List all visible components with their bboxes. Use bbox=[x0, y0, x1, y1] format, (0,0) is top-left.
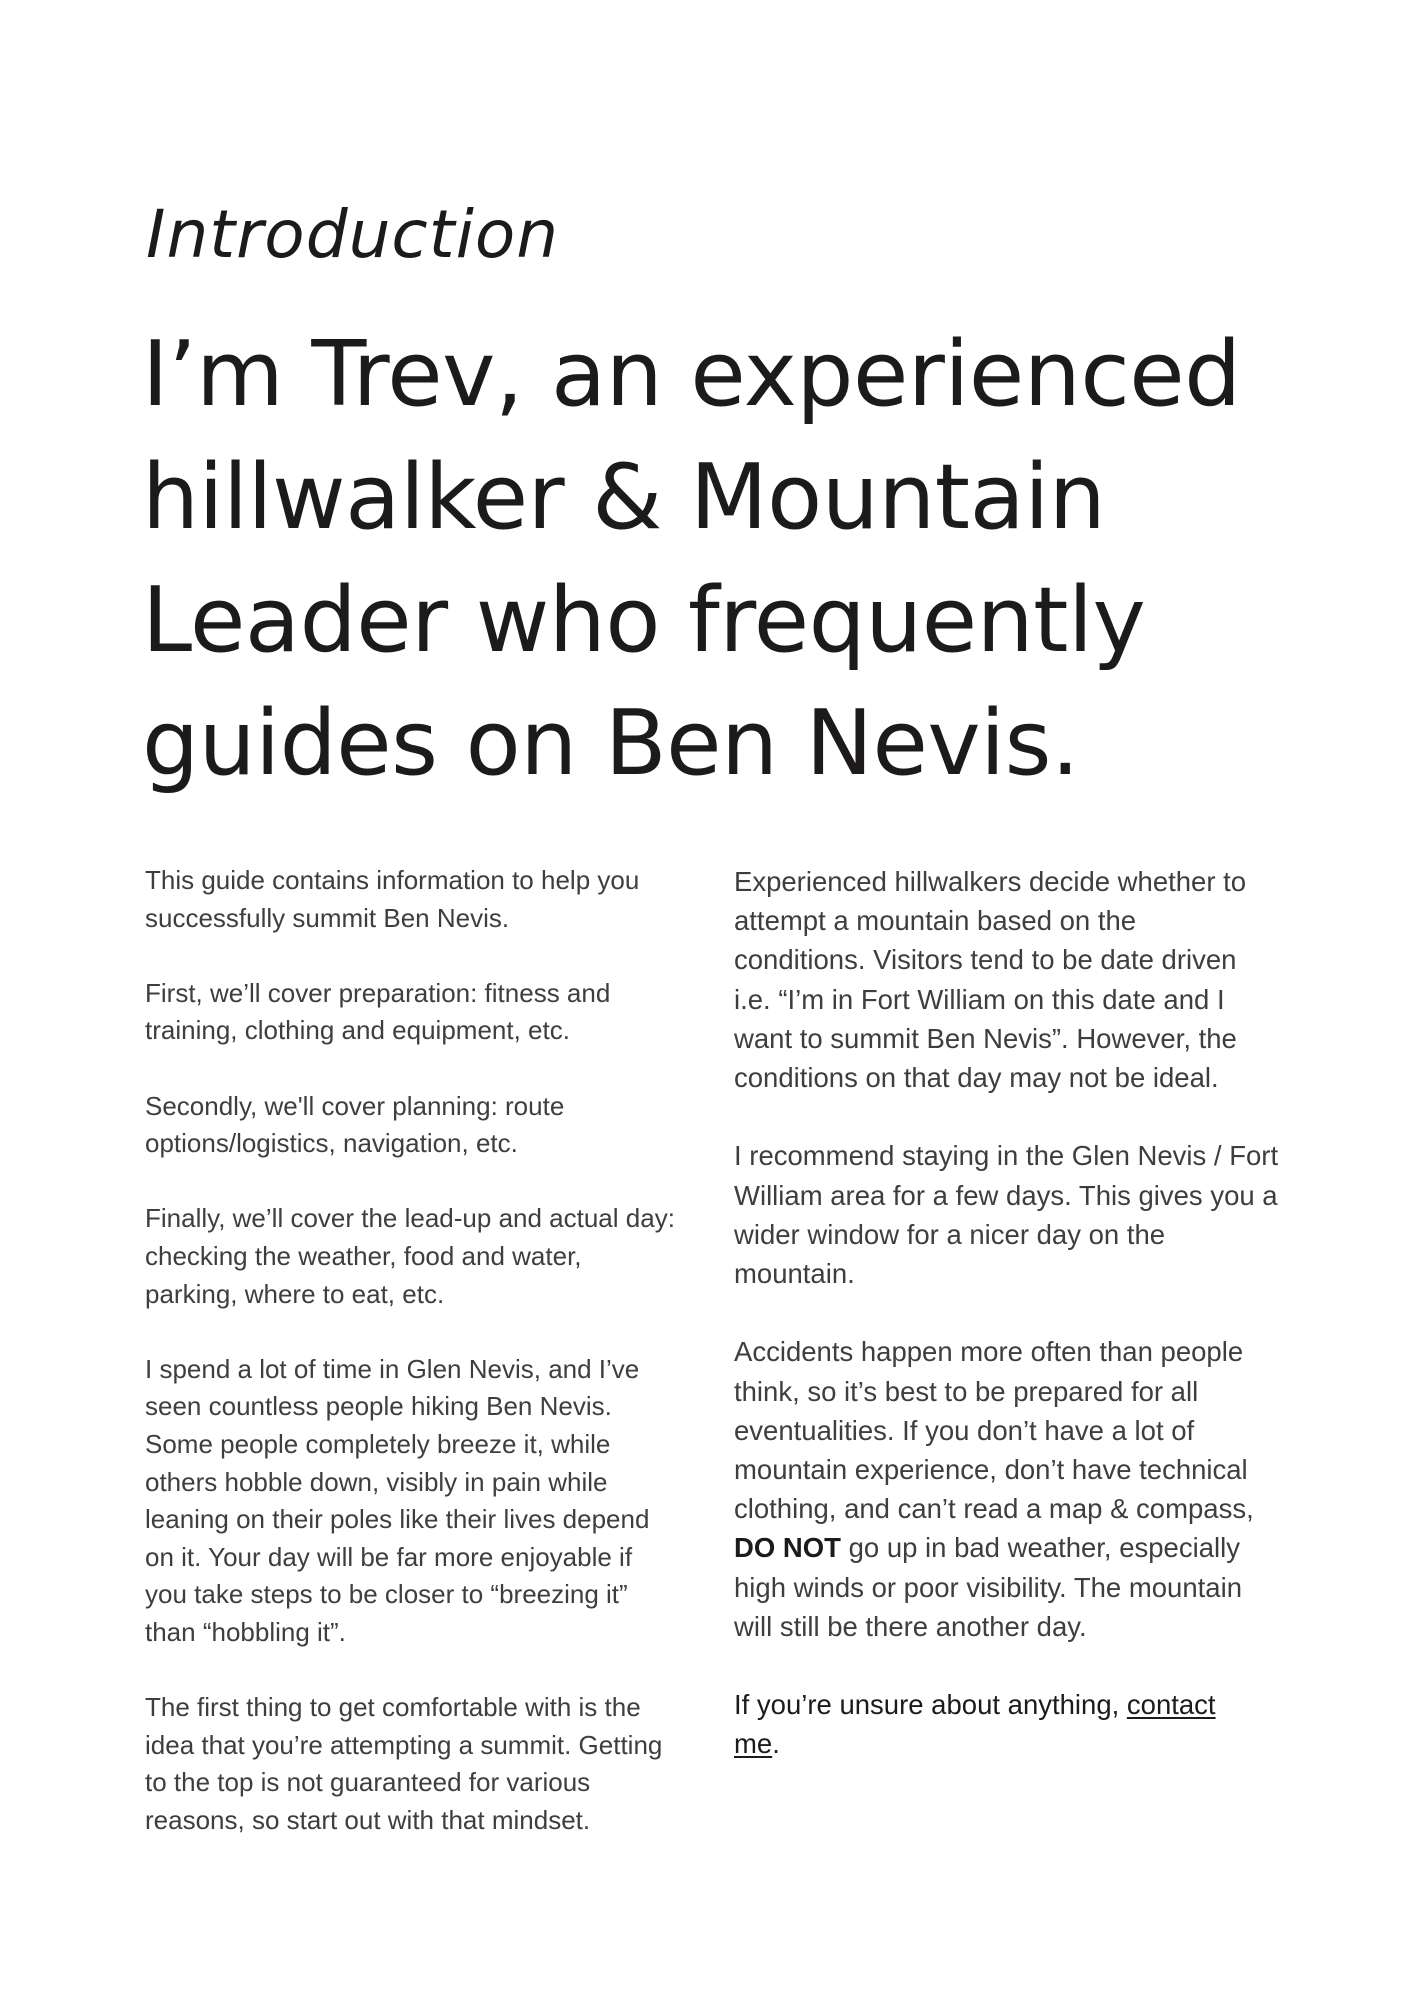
safety-paragraph bbox=[734, 1332, 1294, 1646]
text-line: conditions. Visitors tend to be date driven bbox=[734, 944, 1237, 976]
text-line: want to summit Ben Nevis”. However, the bbox=[734, 1022, 1237, 1054]
headline-line: Leader who frequently bbox=[142, 568, 1146, 673]
text-line: clothing, and can’t read a map & compass, bbox=[734, 1493, 1254, 1525]
text-line: than “hobbling it”. bbox=[145, 1616, 346, 1647]
right-column bbox=[734, 862, 1294, 1803]
left-column bbox=[145, 862, 705, 1877]
text-line: successfully summit Ben Nevis. bbox=[145, 902, 510, 933]
contact-link[interactable]: contact bbox=[1126, 1689, 1216, 1721]
planning-paragraph bbox=[145, 1088, 705, 1163]
lead-up-paragraph bbox=[145, 1200, 705, 1313]
text-line: Some people completely breeze it, while bbox=[145, 1428, 611, 1459]
text-line: others hobble down, visibly in pain while bbox=[145, 1466, 608, 1497]
text-line: Experienced hillwalkers decide whether to bbox=[734, 866, 1247, 897]
text-line: seen countless people hiking Ben Nevis. bbox=[145, 1391, 612, 1422]
page-headline bbox=[142, 313, 1292, 805]
text-line: training, clothing and equipment, etc. bbox=[145, 1015, 570, 1046]
text-line: reasons, so start out with that mindset. bbox=[145, 1804, 591, 1835]
text-line bbox=[734, 1528, 1294, 1567]
headline-line: guides on Ben Nevis. bbox=[142, 691, 1080, 796]
text-line: idea that you’re attempting a summit. Getting bbox=[145, 1729, 663, 1760]
text-line: Finally, we’ll cover the lead-up and actual day: bbox=[145, 1203, 675, 1234]
text-line: eventualities. If you don’t have a lot of bbox=[734, 1414, 1195, 1446]
headline-line: I’m Trev, an experienced bbox=[142, 322, 1241, 427]
text-line: checking the weather, food and water, bbox=[145, 1240, 582, 1271]
text-line: i.e. “I’m in Fort William on this date and I bbox=[734, 983, 1225, 1015]
text-line: conditions on that day may not be ideal. bbox=[734, 1062, 1219, 1094]
text-line: attempt a mountain based on the bbox=[734, 905, 1137, 937]
text-line: high winds or poor visibility. The mountain bbox=[734, 1571, 1242, 1603]
text-line: I recommend staying in the Glen Nevis / Fort bbox=[734, 1140, 1279, 1172]
text-line bbox=[734, 1724, 1294, 1763]
text-line: Secondly, we'll cover planning: route bbox=[145, 1090, 565, 1121]
text-line: I spend a lot of time in Glen Nevis, and I’ve bbox=[145, 1353, 640, 1384]
text-line: think, so it’s best to be prepared for all bbox=[734, 1375, 1199, 1407]
text-line: mountain. bbox=[734, 1258, 855, 1290]
text-line: William area for a few days. This gives you a bbox=[734, 1179, 1278, 1211]
preparation-paragraph bbox=[145, 975, 705, 1050]
text-line bbox=[734, 1685, 1294, 1724]
experience-paragraph bbox=[145, 1351, 705, 1652]
text-line: to the top is not guaranteed for various bbox=[145, 1767, 591, 1798]
text-line: you take steps to be closer to “breezing it” bbox=[145, 1579, 628, 1610]
text-line: on it. Your day will be far more enjoyable if bbox=[145, 1541, 633, 1572]
text-line: This guide contains information to help you bbox=[145, 865, 640, 895]
text-fragment: go up in bad weather, especially bbox=[840, 1532, 1240, 1564]
stay-recommendation-paragraph bbox=[734, 1136, 1294, 1293]
contact-link-continued[interactable]: me bbox=[734, 1728, 773, 1760]
text-line: options/logistics, navigation, etc. bbox=[145, 1128, 518, 1159]
text-line: mountain experience, don’t have technical bbox=[734, 1454, 1248, 1486]
text-line: The first thing to get comfortable with is the bbox=[145, 1692, 641, 1723]
text-line: wider window for a nicer day on the bbox=[734, 1218, 1166, 1250]
text-line: will still be there another day. bbox=[734, 1610, 1087, 1642]
section-label: Introduction bbox=[146, 196, 560, 273]
headline-line: hillwalker & Mountain bbox=[142, 445, 1106, 550]
text-line: parking, where to eat, etc. bbox=[145, 1278, 445, 1309]
text-line: Accidents happen more often than people bbox=[734, 1336, 1244, 1368]
cta-suffix: . bbox=[772, 1728, 780, 1760]
contact-cta-paragraph bbox=[734, 1685, 1294, 1763]
text-line: leaning on their poles like their lives depend bbox=[145, 1504, 650, 1535]
do-not-emphasis: DO NOT bbox=[734, 1532, 841, 1564]
intro-paragraph bbox=[145, 862, 705, 937]
mindset-paragraph bbox=[145, 1689, 705, 1839]
conditions-paragraph bbox=[734, 862, 1294, 1097]
cta-prefix: If you’re unsure about anything, bbox=[734, 1689, 1127, 1721]
text-line: First, we’ll cover preparation: fitness and bbox=[145, 977, 611, 1008]
